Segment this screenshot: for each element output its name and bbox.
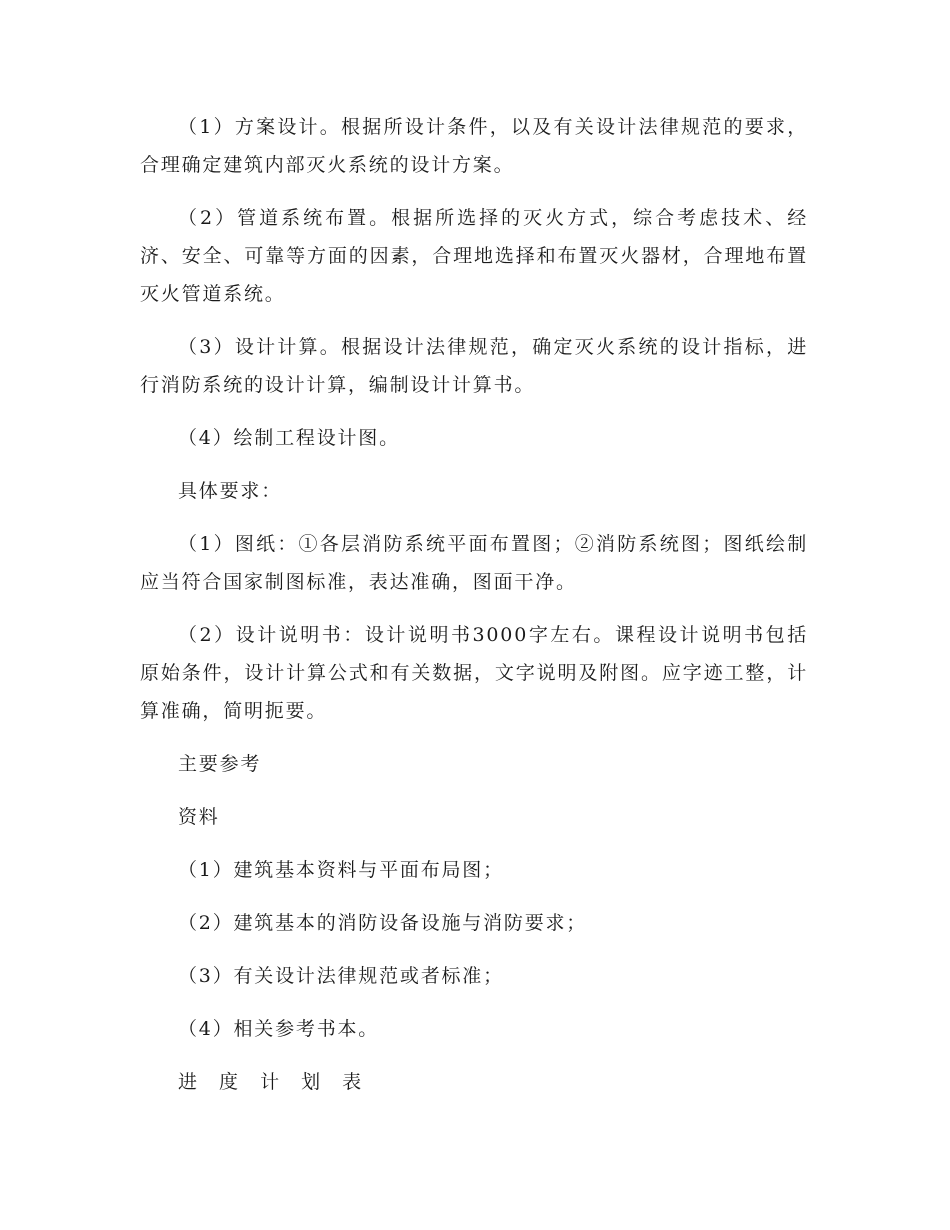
heading-main-reference: 主要参考 xyxy=(178,753,262,775)
paragraph-scheme-design: （1）方案设计。根据所设计条件，以及有关设计法律规范的要求，合理确定建筑内部灭火系统的设计方案。 xyxy=(140,116,808,176)
heading-schedule: 进 度 计 划 表 xyxy=(178,1071,370,1093)
reference-item-2: （2）建筑基本的消防设备设施与消防要求； xyxy=(178,912,588,934)
reference-item-3: （3）有关设计法律规范或者标准； xyxy=(178,965,504,987)
reference-item-4: （4）相关参考书本。 xyxy=(178,1018,380,1040)
heading-requirements: 具体要求： xyxy=(178,480,283,502)
paragraph-manual-requirement: （2）设计说明书：设计说明书3000字左右。课程设计说明书包括原始条件，设计计算公式和有关数据，文字说明及附图。应字迹工整，计算准确，简明扼要。 xyxy=(140,624,808,722)
paragraph-drawing: （4）绘制工程设计图。 xyxy=(178,427,400,449)
paragraph-drawings-requirement: （1）图纸：①各层消防系统平面布置图；②消防系统图；图纸绘制应当符合国家制图标准，表达准确，图面干净。 xyxy=(140,533,808,593)
reference-item-1: （1）建筑基本资料与平面布局图； xyxy=(178,859,504,881)
paragraph-design-calculation: （3）设计计算。根据设计法律规范，确定灭火系统的设计指标，进行消防系统的设计计算，编制设计计算书。 xyxy=(140,336,808,396)
document-body xyxy=(140,108,808,1116)
heading-materials: 资料 xyxy=(178,806,220,828)
paragraph-pipe-layout: （2）管道系统布置。根据所选择的灭火方式，综合考虑技术、经济、安全、可靠等方面的因素，合理地选择和布置灭火器材，合理地布置灭火管道系统。 xyxy=(140,207,808,305)
